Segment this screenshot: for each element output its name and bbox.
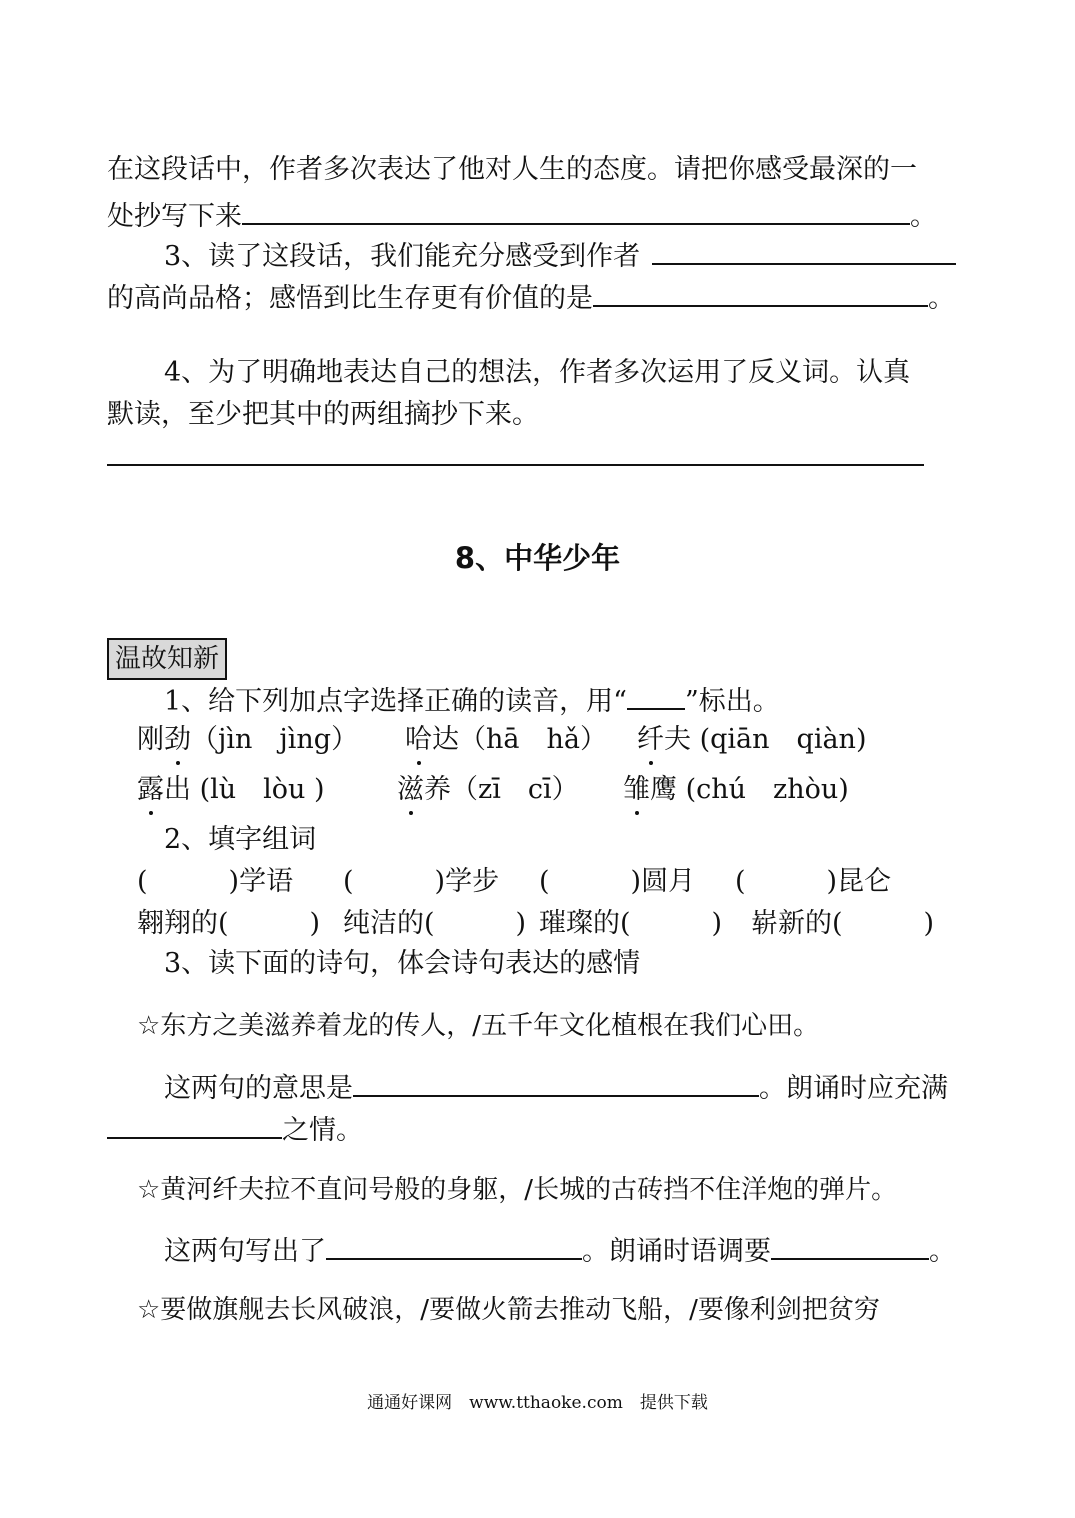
exercise2-prompt: 2、填字组词 xyxy=(164,824,317,855)
exercise1-prompt-text: 1、给下列加点字选择正确的读音，用“ xyxy=(164,686,627,717)
poem-2: ☆黄河纤夫拉不直问号般的身躯，/长城的古砖挡不住洋炮的弹片。 xyxy=(137,1175,898,1205)
poem-2-tone-blank[interactable] xyxy=(771,1230,929,1260)
fill-word-item[interactable]: 翱翔的( ) xyxy=(137,908,321,939)
exercise1-prompt xyxy=(164,680,780,720)
poem-1: ☆东方之美滋养着龙的传人，/五千年文化植根在我们心田。 xyxy=(137,1011,820,1041)
pinyin-item: 刚劲（jìn jìng） xyxy=(137,722,405,758)
section-label: 温故知新 xyxy=(107,638,227,680)
lesson-title: 8、中华少年 xyxy=(454,541,621,575)
q2-answer-blank[interactable] xyxy=(242,195,910,225)
q3-period: 。 xyxy=(928,283,955,314)
poem-2-content-blank[interactable] xyxy=(326,1230,582,1260)
fill-word-item[interactable]: ( )圆月 xyxy=(539,866,696,897)
poem-1-emotion-blank[interactable] xyxy=(107,1109,282,1139)
poem-3: ☆要做旗舰去长风破浪，/要做火箭去推动飞船，/要像利剑把贫穷 xyxy=(137,1295,880,1325)
pinyin-item: 哈达（hā hǎ） xyxy=(405,722,637,758)
q4-line-1: 4、为了明确地表达自己的想法，作者多次运用了反义词。认真 xyxy=(164,357,911,388)
pinyin-item: 纤夫 (qiān qiàn) xyxy=(637,724,866,755)
q3-prompt-continued: 的高尚品格；感悟到比生存更有价值的是 xyxy=(107,283,593,314)
fill-word-item[interactable]: ( )学步 xyxy=(343,866,500,897)
poem-1-meaning-label: 这两句的意思是 xyxy=(164,1073,353,1104)
poem-2-content-label: 这两句写出了 xyxy=(164,1236,326,1267)
q4-line-2: 默读，至少把其中的两组摘抄下来。 xyxy=(107,399,539,430)
poem-2-period: 。 xyxy=(929,1236,956,1267)
q2-period: 。 xyxy=(910,201,937,232)
fill-word-item[interactable]: ( )昆仑 xyxy=(735,866,892,897)
q3-line-1 xyxy=(164,235,956,275)
q2-line-2 xyxy=(107,195,937,235)
fill-word-item[interactable]: 璀璨的( ) xyxy=(539,908,723,939)
exercise1-row-1 xyxy=(137,722,866,758)
poem-1-emotion-label: 。朗诵时应充满 xyxy=(759,1073,948,1104)
fill-word-item[interactable]: 纯洁的( ) xyxy=(343,908,527,939)
pinyin-item: 露出 (lù lòu ) xyxy=(137,772,397,808)
footer-credit: 通通好课网 www.tthaoke.com 提供下载 xyxy=(367,1393,708,1413)
q4-answer-line[interactable] xyxy=(107,464,924,466)
poem-1-question-continued xyxy=(107,1109,363,1149)
pinyin-item: 雏鹰 (chú zhòu) xyxy=(623,774,849,805)
fill-word-item[interactable]: ( )学语 xyxy=(137,866,294,897)
poem-1-emotion-end: 之情。 xyxy=(282,1115,363,1146)
exercise1-prompt-end: ”标出。 xyxy=(684,686,780,717)
q3-author-blank[interactable] xyxy=(652,235,956,265)
q3-line-2 xyxy=(107,277,955,317)
poem-1-question xyxy=(164,1067,948,1107)
pinyin-item: 滋养（zī cī） xyxy=(397,772,623,808)
q3-prompt: 3、读了这段话，我们能充分感受到作者 xyxy=(164,241,641,272)
exercise2-row-2 xyxy=(137,906,934,942)
q2-copy-label: 处抄写下来 xyxy=(107,201,242,232)
exercise3-prompt: 3、读下面的诗句，体会诗句表达的感情 xyxy=(164,948,641,979)
exercise2-row-1 xyxy=(137,864,891,900)
q2-line-1: 在这段话中，作者多次表达了他对人生的态度。请把你感受最深的一 xyxy=(107,154,917,185)
fill-word-item[interactable]: 崭新的( ) xyxy=(751,908,935,939)
poem-2-question xyxy=(164,1230,956,1270)
q3-value-blank[interactable] xyxy=(593,277,928,307)
exercise1-row-2 xyxy=(137,772,849,808)
poem-1-meaning-blank[interactable] xyxy=(353,1067,759,1097)
exercise1-mark-sample xyxy=(627,680,685,710)
poem-2-tone-label: 。朗诵时语调要 xyxy=(582,1236,771,1267)
